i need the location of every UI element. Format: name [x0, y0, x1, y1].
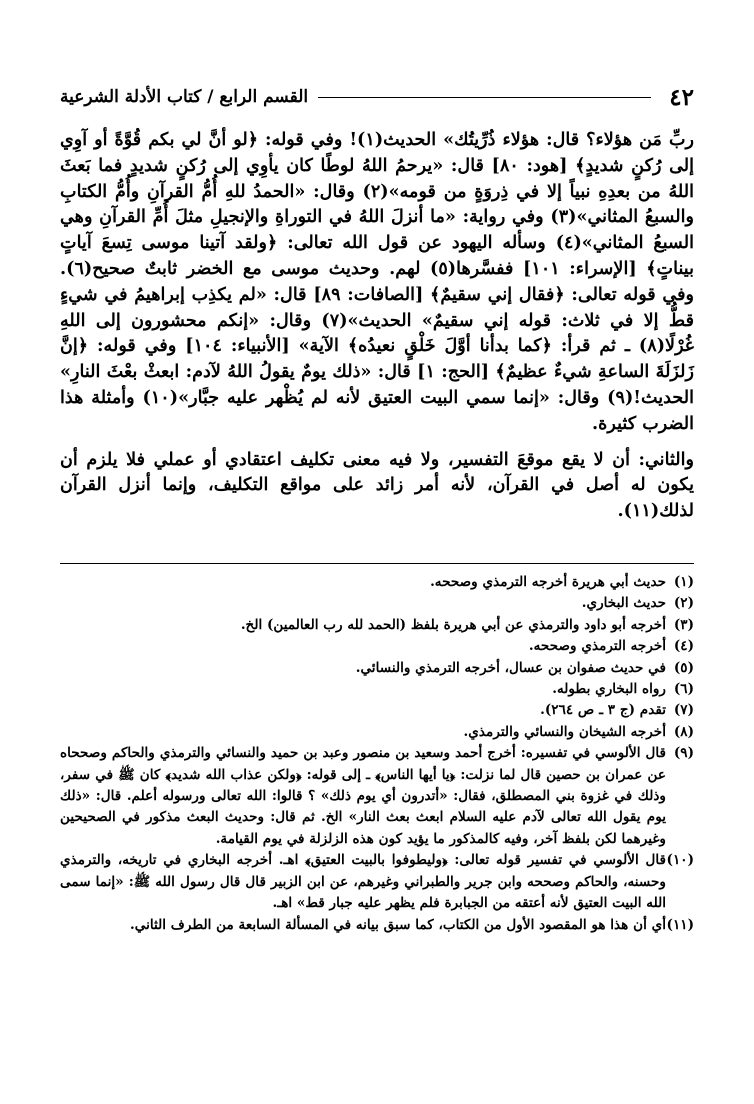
footnote: [60, 722, 694, 743]
paragraph-2: والثاني: أن لا يقع موقعَ التفسير، ولا فيه معنى تكليف اعتقادي أو عملي فلا يلزم أن يكون له أصل في القرآن، لأنه أمر زائد على مواقع التكليف، وإنما أنزل القرآن لذلك(١١).: [60, 448, 694, 522]
footnote-text: أخرجه الترمذي وصححه.: [528, 638, 666, 655]
footnote-text: قال الألوسي في تفسير قوله تعالى: ﴿وليطوفوا بالبيت العتيق﴾ اهـ. أخرجه البخاري في تاريخه، والترمذي وحسنه، والحاكم وصححه وابن جرير والطبراني وغيرهم، عن ابن الزبير قال قال رسول الله ﷺ: «إنما سمى الله البيت العتيق لأنه أعتقه من الجبابرة فلم يظهر عليه جبار قط» اهـ.: [60, 852, 666, 912]
footnotes: [60, 572, 694, 936]
footnote-text: حديث البخاري.: [581, 595, 666, 612]
page-header: [60, 80, 694, 114]
footnote-number: (٢): [673, 595, 694, 612]
footnote-text: في حديث صفوان بن عسال، أخرجه الترمذي والنسائي.: [355, 659, 666, 676]
footnote-text: رواه البخاري بطوله.: [552, 681, 666, 698]
header-rule: [318, 97, 651, 98]
footnote-number: (٣): [673, 616, 694, 633]
footnote-number: (٨): [673, 723, 694, 740]
footnote: [60, 636, 694, 657]
footnote-number: (٤): [673, 638, 694, 655]
footnote: [60, 593, 694, 614]
footnote-text: حديث أبي هريرة أخرجه الترمذي وصححه.: [430, 574, 666, 590]
footnote-number: (٩): [673, 745, 694, 762]
footnote-number: (٦): [673, 681, 694, 698]
footnote-separator: [60, 563, 694, 564]
footnote-number: (٥): [673, 659, 694, 676]
footnote-number: (٧): [673, 702, 694, 719]
footnote: [60, 915, 694, 936]
footnote: [60, 572, 694, 593]
footnote: [60, 700, 694, 721]
footnote-text: أي أن هذا هو المقصود الأول من الكتاب، كما سبق بيانه في المسألة السابعة من الطرف الثاني.: [130, 916, 666, 933]
footnote-text: أخرجه أبو داود والترمذي عن أبي هريرة بلفظ (الحمد لله رب العالمين) الخ.: [240, 616, 666, 633]
footnote-text: قال الألوسي في تفسيره: أخرج أحمد وسعيد بن منصور وعبد بن حميد والنسائي والترمذي والحاكم وصححاه عن عمران بن حصين قال لما نزلت: ﴿يا أيها الناس﴾ ـ إلى قوله: ﴿ولكن عذاب الله شديد﴾ كان ﷺ في سفر، وذلك في غزوة بني المصطلق، فقال: «أتدرون أي يوم ذلك» ؟ قالوا: الله تعالى ورسوله أعلم. قال: «ذلك يوم يقول الله تعالى لآدم عليه السلام ابعث بعث النار» الخ. ثم قال: وحديث البعث مذكور في الصحيحين وغيرهما لكن بلفظ آخر، وفيه كالمذكور ما يؤيد كون هذه الزلزلة في يوم القيامة.: [60, 745, 666, 847]
main-text: [60, 127, 694, 524]
page-number: ٤٢: [669, 83, 694, 111]
running-title: القسم الرابع / كتاب الأدلة الشرعية: [60, 87, 309, 107]
footnote: [60, 615, 694, 636]
footnote-number: (١١): [666, 916, 694, 933]
footnote-number: (١٠): [666, 852, 694, 869]
footnote-text: تقدم (ج ٣ ـ ص ٢٦٤).: [540, 702, 666, 719]
footnote-number: (١): [673, 574, 694, 590]
footnote-text: أخرجه الشيخان والنسائي والترمذي.: [463, 723, 666, 740]
paragraph-1: ربِّ مَن هؤلاء؟ قال: هؤلاء ذُرِّيتُك» الحديث(١)! وفي قوله: ﴿لو أنَّ لي بكم قُوَّةً أو آوِي إلى رُكنٍ شديدٍ﴾ [هود: ٨٠] قال: «يرحمُ اللهُ لوطًا كان يأوِي إلى رُكنٍ شديدٍ فما بَعثَ اللهُ من بعدِهِ نبياً إلا في ذِروَةٍ من قومه»(٢) وقال: «الحمدُ للهِ أُمُّ القرآنِ وأُمُّ الكتابِ والسبعُ المثاني»(٣) وفي رواية: «ما أنزلَ اللهُ في التوراةِ والإنجيلِ مثلَ أُمِّ القرآنِ وهي السبعُ المثاني»(٤) وسأله اليهود عن قول الله تعالى: ﴿ولقد آتينا موسى تِسعَ آياتٍ بيناتٍ﴾ [الإسراء: ١٠١] ففسَّرها(٥) لهم. وحديث موسى مع الخضر ثابتٌ صحيح(٦). وفي قوله تعالى: ﴿فقال إني سقيمٌ﴾ [الصافات: ٨٩] قال: «لم يكذِب إبراهيمُ في شيءٍ قطُّ إلا في ثلاث: قوله إني سقيمٌ» الحديث»(٧) وقال: «إنكم محشورون إلى اللهِ غُرْلًا(٨) ـ ثم قرأ: ﴿كما بدأنا أوَّلَ خَلْقٍ نعيدُه﴾ الآية» [الأنبياء: ١٠٤] وفي قوله: ﴿إنَّ زَلزَلَةَ الساعةِ شيءٌ عظيمٌ﴾ [الحج: ١] قال: «ذلك يومٌ يقولُ اللهُ لآدم: ابعثْ بعْثَ النارِ» الحديث!(٩) وقال: «إنما سمي البيت العتيق لأنه لم يُظْهر عليه جبَّار»(١٠) وأمثلة هذا الضرب كثيرة.: [60, 129, 695, 434]
footnote: [60, 679, 694, 700]
footnote: [60, 658, 694, 679]
footnote: [60, 743, 694, 850]
footnote: [60, 850, 694, 914]
